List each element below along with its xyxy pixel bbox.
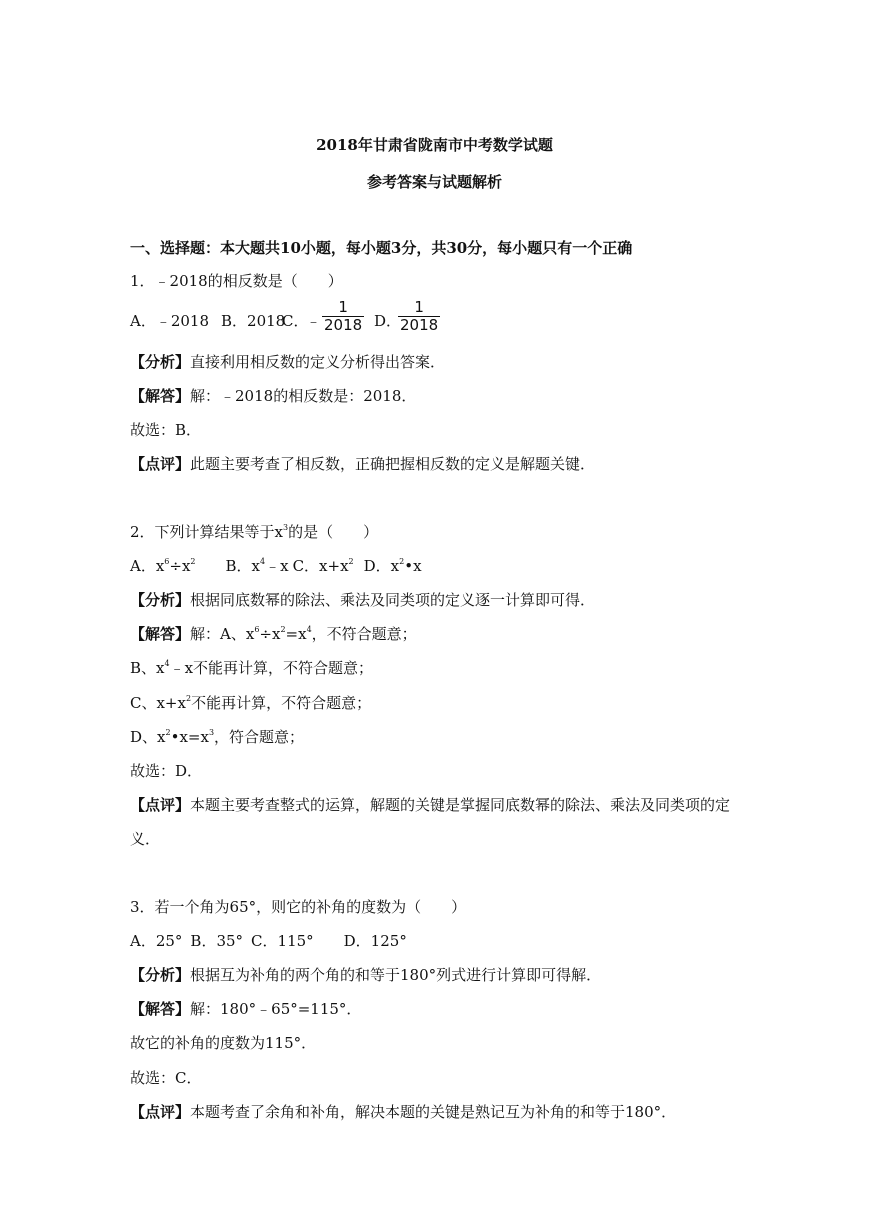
solution-text: ÷x <box>259 625 281 643</box>
option-text: ÷x <box>169 557 191 575</box>
exponent: 2 <box>190 557 196 566</box>
comment-text: 本题主要考查整式的运算，解题的关键是掌握同底数幂的除法、乘法及同类项的定 <box>190 796 731 814</box>
option-text: B．x <box>225 557 260 575</box>
q1-option-d-fraction <box>398 299 440 334</box>
exponent: 2 <box>399 557 405 566</box>
exponent: 4 <box>164 659 170 668</box>
comment-text: 本题考查了余角和补角，解决本题的关键是熟记互为补角的和等于180°． <box>190 1103 677 1121</box>
q1-option-a: A．﹣2018 <box>130 312 210 330</box>
exponent: 6 <box>164 557 170 566</box>
q1-option-c-sign: ﹣ <box>306 312 322 330</box>
q2-option-d <box>364 557 422 575</box>
exponent: 4 <box>260 557 266 566</box>
q3-solution <box>130 999 809 1019</box>
option-text: C．x+x <box>292 557 349 575</box>
comment-tag: 【点评】 <box>130 455 191 473</box>
q3-stem: 3．若一个角为65°，则它的补角的度数为（ ） <box>130 898 467 916</box>
q3-option-a: A．25° <box>130 932 183 950</box>
solution-text: B、x <box>130 659 165 677</box>
solution-text: 解：180°﹣65°=115°． <box>190 1000 362 1018</box>
comment-text: 此题主要考查了相反数，正确把握相反数的定义是解题关键． <box>190 455 596 473</box>
q2-option-a <box>130 557 196 575</box>
option-text: D．x <box>363 557 400 575</box>
exponent: 3 <box>208 728 215 737</box>
q2-solution-d <box>130 727 809 747</box>
exponent: 6 <box>254 625 260 634</box>
q3-analysis <box>130 965 809 985</box>
option-text: •x <box>404 557 422 575</box>
q2-options <box>130 556 809 576</box>
solution-text: D、x <box>130 728 166 746</box>
q1-comment <box>130 454 809 474</box>
page-subtitle: 参考答案与试题解析 <box>366 173 502 191</box>
solution-text: C、x+x <box>130 694 186 712</box>
comment-tag: 【点评】 <box>130 796 191 814</box>
q1-choice: 故选：B． <box>130 421 202 439</box>
q1-option-b: B．2018 <box>221 312 286 330</box>
exponent: 2 <box>165 728 171 737</box>
solution-text: 不能再计算，不符合题意； <box>191 694 372 712</box>
q2-option-c <box>293 557 354 575</box>
q2-comment-continued: 义． <box>130 830 161 848</box>
q1-stem: 1．﹣2018的相反数是（ ） <box>130 272 343 290</box>
q2-solution-b <box>130 658 809 678</box>
comment-tag: 【点评】 <box>130 1103 191 1121</box>
exponent: 2 <box>280 625 286 634</box>
solution-text: 解：A、x <box>190 625 255 643</box>
option-text: ﹣x <box>265 557 289 575</box>
solution-text: =x <box>285 625 307 643</box>
analysis-tag: 【分析】 <box>130 591 191 609</box>
fraction-numerator: 1 <box>338 298 348 316</box>
stem-text: 2．下列计算结果等于x <box>130 523 284 541</box>
q2-option-b <box>226 557 289 575</box>
analysis-text: 根据互为补角的两个角的和等于180°列式进行计算即可得解． <box>190 966 602 984</box>
q2-choice: 故选：D． <box>130 762 203 780</box>
exponent: 3 <box>283 523 289 532</box>
analysis-tag: 【分析】 <box>130 966 191 984</box>
exponent: 2 <box>185 694 192 703</box>
option-text: A．x <box>130 557 165 575</box>
q3-options <box>130 931 809 951</box>
exponent: 2 <box>348 557 354 566</box>
q3-option-c: C．115° <box>251 932 314 950</box>
q3-option-b: B．35° <box>190 932 244 950</box>
fraction-numerator: 1 <box>414 298 424 316</box>
solution-text: ，符合题意； <box>214 728 305 746</box>
analysis-text: 直接利用相反数的定义分析得出答案． <box>190 353 446 371</box>
q1-option-c-fraction <box>322 299 364 334</box>
stem-text: 的是（ ） <box>288 523 379 541</box>
solution-tag: 【解答】 <box>130 1000 191 1018</box>
fraction-denominator: 2018 <box>400 316 439 334</box>
analysis-text: 根据同底数幂的除法、乘法及同类项的定义逐一计算即可得． <box>190 591 596 609</box>
q3-comment <box>130 1102 809 1122</box>
solution-tag: 【解答】 <box>130 387 191 405</box>
solution-text: ，不符合题意； <box>311 625 417 643</box>
exponent: 4 <box>306 625 312 634</box>
solution-text: •x=x <box>170 728 209 746</box>
q3-option-d: D．125° <box>343 932 407 950</box>
fraction-denominator: 2018 <box>324 316 363 334</box>
q1-option-d-label: D． <box>374 312 402 330</box>
q2-analysis <box>130 590 809 610</box>
q2-stem <box>130 522 809 542</box>
q1-analysis <box>130 352 809 372</box>
q3-choice: 故选：C． <box>130 1069 202 1087</box>
solution-text: 解：﹣2018的相反数是：2018． <box>190 387 417 405</box>
q2-solution-a <box>130 624 809 644</box>
q2-comment <box>130 795 809 815</box>
q2-solution-c <box>130 693 809 713</box>
q3-solution-continued: 故它的补角的度数为115°． <box>130 1034 317 1052</box>
q1-solution <box>130 386 809 406</box>
analysis-tag: 【分析】 <box>130 353 191 371</box>
section-heading: 一、选择题：本大题共10小题，每小题3分，共30分，每小题只有一个正确 <box>130 239 633 257</box>
q1-option-c-label: C． <box>282 312 309 330</box>
solution-tag: 【解答】 <box>130 625 191 643</box>
page-title: 2018年甘肃省陇南市中考数学试题 <box>316 136 553 154</box>
solution-text: ﹣x不能再计算，不符合题意； <box>169 659 374 677</box>
